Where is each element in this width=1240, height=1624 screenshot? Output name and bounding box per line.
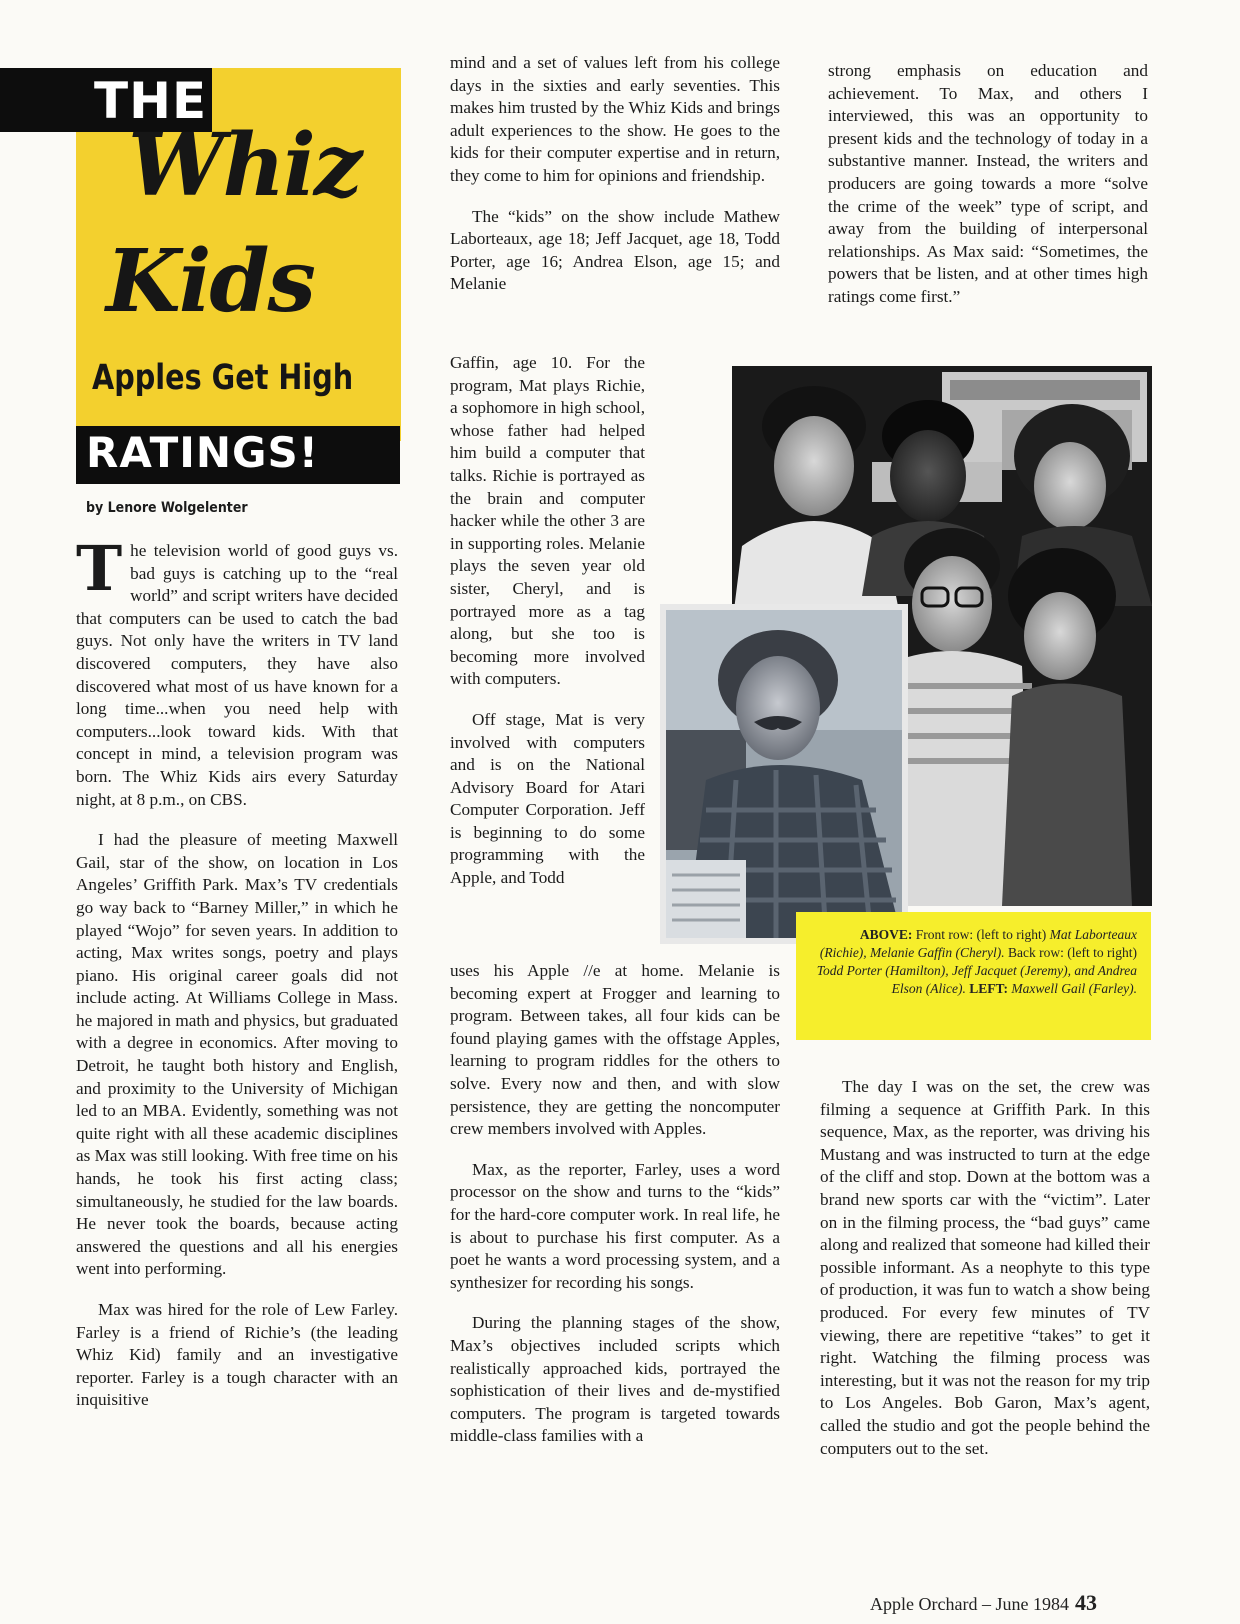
- paragraph: During the planning stages of the show, Max’s objectives included scripts which realistically approached kids, portrayed the sophistication of their lives and de-mystified computers. The program is targeted towards middle-class families with a: [450, 1313, 780, 1446]
- paragraph: mind and a set of values left from his college days in the sixties and early seventies. This makes him trusted by the Whiz Kids and brings adult experiences to the show. He goes to the kids for their computer expertise and in return, they come to him for opinions and friendship.: [450, 53, 780, 185]
- title-the: THE: [94, 72, 208, 130]
- paragraph: strong emphasis on education and achievement. To Max, and others I interviewed, this was an opportunity to present kids and the technology of today in a substantive manner. Instead, the writers and producers are going towards a more “solve the crime of the week” type of script, and away from the building of interpersonal relationships. As Max said: “Sometimes, the powers that be listen, and at other times high ratings come first.”: [828, 61, 1148, 306]
- caption-above-label: ABOVE:: [859, 927, 913, 942]
- caption-above-names-1: Mat Laborteaux (Richie), Melanie Gaffin (Cheryl).: [819, 927, 1137, 960]
- page-number: 43: [1074, 1590, 1097, 1615]
- caption-above-text-2: Back row: (left to right): [1008, 945, 1137, 960]
- footer-publication: Apple Orchard – June 1984: [870, 1594, 1069, 1614]
- drop-cap: T: [76, 532, 123, 605]
- paragraph: [76, 532, 398, 811]
- article-column-3: [828, 60, 1148, 327]
- caption-left-label: LEFT:: [969, 981, 1009, 996]
- paragraph: Max was hired for the role of Lew Farley. Farley is a friend of Richie’s (the leading Whiz Kid) family and an investigative reporter. Farley is a tough character with an inquisitive: [76, 1300, 398, 1410]
- article-column-3-lower: [820, 1076, 1150, 1460]
- paragraph: Off stage, Mat is very involved with computers and is on the National Advisory Board for Atari Computer Corporation. Jeff is beginning to do some programming with the Apple, and Todd: [450, 709, 645, 888]
- article-column-2: [450, 52, 780, 314]
- article-column-2-lower: [450, 960, 780, 1466]
- paragraph: Max, as the reporter, Farley, uses a word processor on the show and turns to the “kids” for the hard-core computer work. In real life, he is about to purchase his first computer. As a poet he wants a word processing system, and a synthesizer for recording his songs.: [450, 1159, 780, 1292]
- page-footer: [870, 1590, 1097, 1616]
- title-kids: Kids: [106, 231, 314, 332]
- title-ratings: RATINGS!: [86, 428, 319, 477]
- maxwell-gail-photo: [660, 604, 908, 944]
- paragraph: uses his Apple //e at home. Melanie is becoming expert at Frogger and learning to program. Between takes, all four kids can be found playing games with the offstage Apples, learning to program riddles for the others to solve. Every now and then, and with slow persistence, they are getting the noncomputer crew members involved with Apples.: [450, 961, 780, 1139]
- title-subtitle: Apples Get High: [92, 358, 354, 398]
- caption-above-text-1: Front row: (left to right): [915, 927, 1047, 942]
- paragraph: The “kids” on the show include Mathew Laborteaux, age 18; Jeff Jacquet, age 18, Todd Porter, age 16; Andrea Elson, age 15; and Melanie: [450, 206, 780, 294]
- caption-above-names-2: Todd Porter (Hamilton), Jeff Jacquet (Jeremy), and Andrea Elson (Alice).: [816, 963, 1137, 996]
- article-column-1: [76, 532, 398, 1430]
- paragraph-text: he television world of good guys vs. bad guys is catching up to the “real world” and script writers have decided that computers can be used to catch the bad guys. Not only have the writers in TV land discovered computers, they have also discovered what most of us have known for a long time...when you need help with computers...look toward kids. With that concept in mind, a television program was born. The Whiz Kids airs every Saturday night, at 8 p.m., on CBS.: [76, 541, 398, 809]
- photo-caption: [796, 912, 1151, 1040]
- paragraph: I had the pleasure of meeting Maxwell Gail, star of the show, on location in Los Angeles’ Griffith Park. Max’s TV credentials go way back to “Barney Miller,” in which he played “Wojo” for seven years. In addition to acting, Max writes songs, poetry and plays piano. His original career goals did not include acting. At Williams College in Mass. he majored in math and physics, but graduated with a degree in economics. After moving to Detroit, he taught both history and English, and proximity to the University of Michigan led to an MBA. Evidently, something was not quite right with all these academic disciplines as Max was still looking. With free time on his hands, he took his first acting class; simultaneously, he studied for the law boards. He never took the boards, because acting answered the questions and all his energies went into performing.: [76, 830, 398, 1279]
- byline: by Lenore Wolgelenter: [86, 500, 248, 516]
- title-whiz: Whiz: [128, 115, 361, 216]
- article-column-2-wrap: [450, 352, 645, 908]
- paragraph: The day I was on the set, the crew was filming a sequence at Griffith Park. In this sequence, Max, as the reporter, was driving his Mustang and was instructed to turn at the edge of the cliff and stop. Down at the bottom was a brand new sports car with the “victim”. Later on in the filming process, the “bad guys” came along and realized that someone had killed their possible informant. As a neophyte to this type of production, it was fun to watch a show being produced. For every few minutes of TV viewing, there are repetitive “takes” to get it right. Watching the filming process was interesting, but it was not the reason for my trip to Los Angeles. Bob Garon, Max’s agent, called the studio and got the people behind the computers out to the set.: [820, 1077, 1150, 1458]
- caption-left-names: Maxwell Gail (Farley).: [1011, 981, 1137, 996]
- paragraph: Gaffin, age 10. For the program, Mat plays Richie, a sophomore in high school, whose father had helped him build a computer that talks. Richie is portrayed as the brain and computer hacker while the other 3 are in supporting roles. Melanie plays the seven year old sister, Cheryl, and is portrayed more as a tag along, but she too is becoming more involved with computers.: [450, 353, 645, 689]
